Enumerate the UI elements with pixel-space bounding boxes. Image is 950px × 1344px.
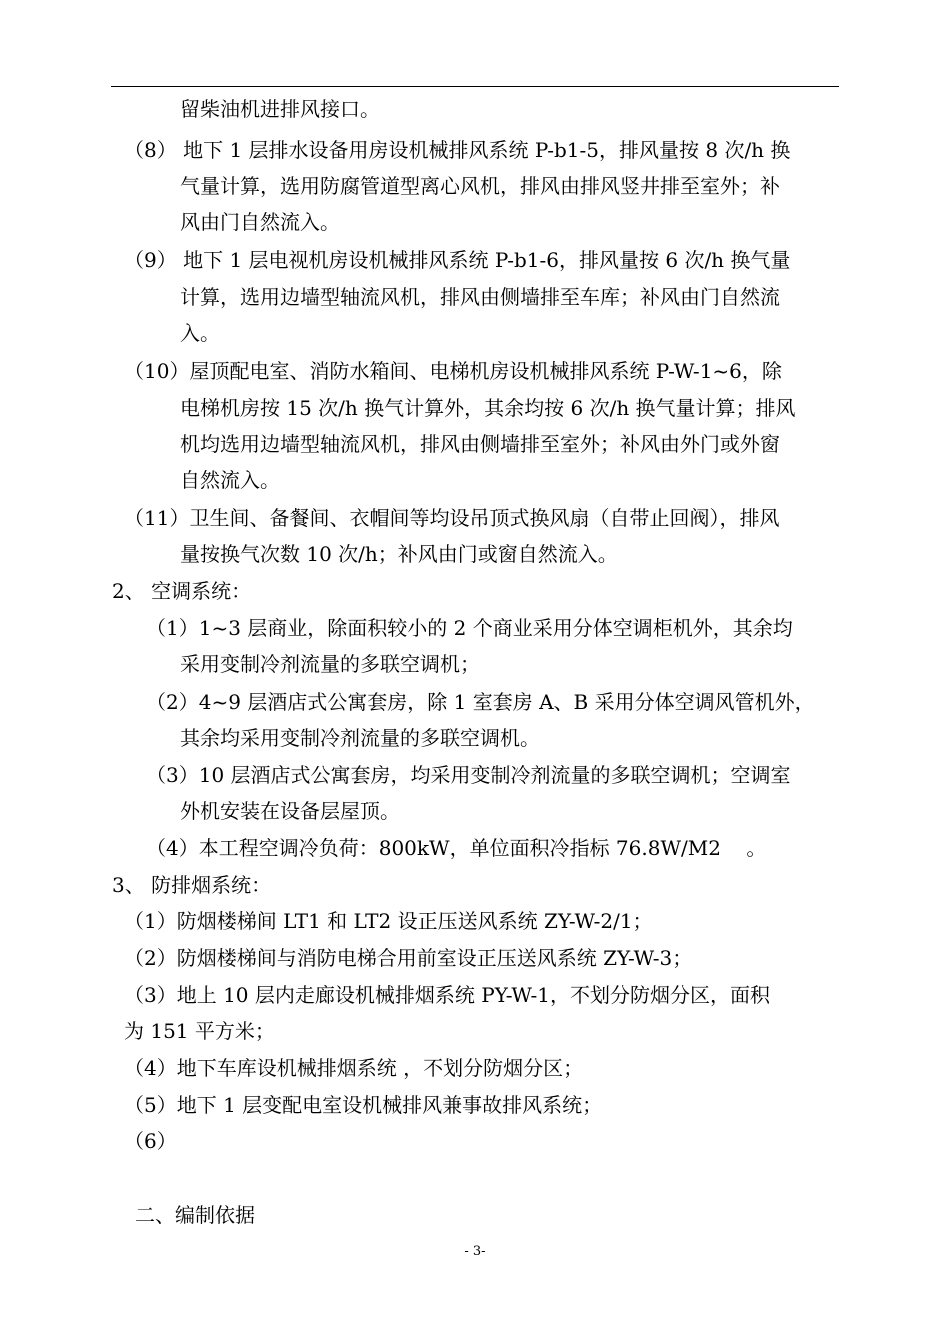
section-heading: 3、 防排烟系统：: [112, 873, 272, 897]
section-heading: 2、 空调系统：: [112, 579, 252, 603]
page-number: - 3-: [464, 1244, 486, 1259]
text-line: 电梯机房按 15 次/h 换气计算外，其余均按 6 次/h 换气量计算；排风: [180, 396, 796, 420]
text-line: （1）防烟楼梯间 LT1 和 LT2 设正压送风系统 ZY-W-2/1；: [124, 909, 653, 933]
text-line: （10）屋顶配电室、消防水箱间、电梯机房设机械排风系统 P-W-1~6，除: [124, 359, 782, 383]
text-line: （9） 地下 1 层电视机房设机械排风系统 P-b1-6，排风量按 6 次/h 换气量: [124, 248, 791, 272]
text-line: （1）1~3 层商业，除面积较小的 2 个商业采用分体空调柜机外，其余均: [146, 616, 793, 640]
text-line: （3）地上 10 层内走廊设机械排烟系统 PY-W-1，不划分防烟分区，面积: [124, 983, 770, 1007]
text-line: 机均选用边墙型轴流风机，排风由侧墙排至室外；补风由外门或外窗: [180, 432, 780, 456]
text-line: 其余均采用变制冷剂流量的多联空调机。: [180, 726, 540, 750]
text-line: 采用变制冷剂流量的多联空调机；: [180, 652, 480, 676]
text-line: （4）本工程空调冷负荷：800kW，单位面积冷指标 76.8W/M2 。: [146, 836, 767, 860]
text-line: 气量计算，选用防腐管道型离心风机，排风由排风竖井排至室外；补: [180, 174, 780, 198]
text-line: （3）10 层酒店式公寓套房，均采用变制冷剂流量的多联空调机；空调室: [146, 763, 791, 787]
text-line: 量按换气次数 10 次/h；补风由门或窗自然流入。: [180, 542, 618, 566]
text-line: （5）地下 1 层变配电室设机械排风兼事故排风系统；: [124, 1093, 603, 1117]
text-line: 留柴油机进排风接口。: [180, 97, 380, 121]
text-line: 外机安装在设备层屋顶。: [180, 799, 400, 823]
text-line: （8） 地下 1 层排水设备用房设机械排风系统 P-b1-5，排风量按 8 次/h 换: [124, 138, 791, 162]
text-line: （2）防烟楼梯间与消防电梯合用前室设正压送风系统 ZY-W-3；: [124, 946, 693, 970]
text-line: （4）地下车库设机械排烟系统 ，不划分防烟分区；: [124, 1056, 584, 1080]
text-line: 入。: [180, 321, 220, 345]
text-line: 自然流入。: [180, 468, 280, 492]
text-line: （6）: [124, 1129, 177, 1153]
text-line: 为 151 平方米；: [124, 1019, 275, 1043]
header-rule: [111, 86, 839, 87]
text-line: （11）卫生间、备餐间、衣帽间等均设吊顶式换风扇（自带止回阀），排风: [124, 506, 780, 530]
chapter-heading: 二、编制依据: [135, 1203, 255, 1227]
text-line: 风由门自然流入。: [180, 210, 340, 234]
text-line: （2）4~9 层酒店式公寓套房，除 1 室套房 A、B 采用分体空调风管机外，: [146, 690, 815, 714]
text-line: 计算，选用边墙型轴流风机，排风由侧墙排至车库；补风由门自然流: [180, 285, 780, 309]
